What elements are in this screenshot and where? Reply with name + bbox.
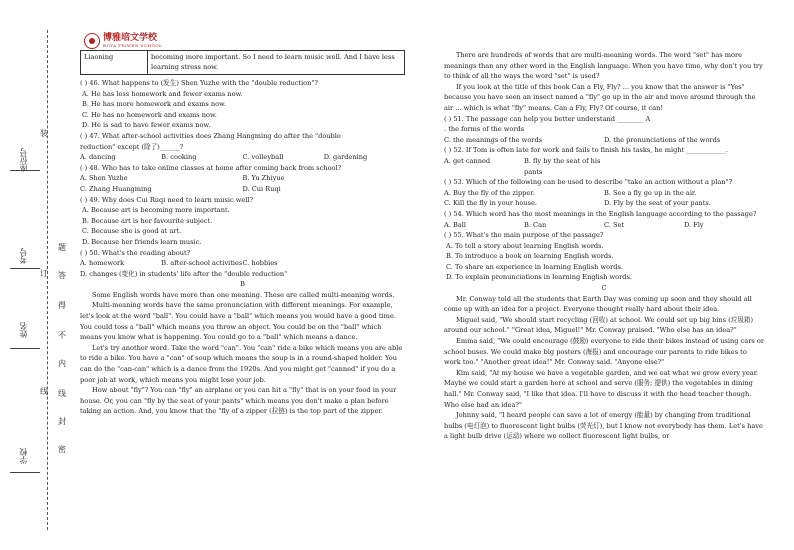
option-text: A. homework <box>80 259 125 268</box>
passage-paragraph: Emma said, "We could encourage (鼓励) everyone to ride their bikes instead of using cars or school buses. We could make big posters (海报) and encourage our parents to ride bikes to work too." "Another great idea!" Mr. Conway said. "Anyone else?" <box>444 337 764 367</box>
option-text: A. Shen Yuzhe <box>80 174 128 183</box>
marker-ding: 订 <box>40 269 48 278</box>
option-text: C. Zhang Huangming <box>80 184 152 193</box>
answer-option: D. He is sad to have fewer exams now. <box>82 121 211 130</box>
option-text: D. gardening <box>323 153 368 162</box>
right-questions <box>444 50 764 442</box>
option-row <box>444 220 764 231</box>
question-line: D. changes (变化) in students' life after the "double reduction" <box>80 269 288 278</box>
option-text: B. fly by the seat of his pants <box>524 156 601 176</box>
answer-option: D. To explain pronunciations in learning English words. <box>446 273 632 282</box>
passage-paragraph: Mr. Conway told all the students that Earth Day was coming up soon and they should all come up with an idea for a project. Everyone thought really hard about their idea. <box>444 294 752 314</box>
question-line: ( ) 50. What's the reading about? <box>80 248 191 257</box>
answer-option: A. To tell a story about learning English words. <box>446 241 604 250</box>
school-name: 博雅培文学校 <box>103 33 158 43</box>
option-row <box>80 184 405 195</box>
answer-option: A. He has less homework and fewer exams now. <box>82 89 243 98</box>
label-school: 学校 <box>19 448 28 464</box>
option-text: C. Set <box>604 220 625 229</box>
option-text: A. Ball <box>444 220 466 229</box>
cut-char: 封 <box>58 417 66 426</box>
marker-zhuang: 装 <box>40 129 48 138</box>
option-text: B. cooking <box>161 153 197 162</box>
school-blank-line <box>10 472 40 473</box>
option-row <box>444 188 764 199</box>
option-text: B. after-school activities <box>161 259 243 268</box>
cut-char: 密 <box>58 445 66 454</box>
school-subtitle: BOYA PEIWEN SCHOOL <box>103 43 163 48</box>
option-row <box>80 152 405 163</box>
passage-paragraph: Some English words have more than one meaning. These are called multi-meaning words. <box>92 290 395 299</box>
question-line: ( ) 53. Which of the following can be used to describe "take an action without a plan"? <box>444 178 733 187</box>
question-line: ( ) 52. If Tom is often late for work and fails to finish his tasks, he might ____________. <box>444 146 728 155</box>
question-line: ( ) 48. Who has to take online classes at home after coming back from school? <box>80 163 342 172</box>
binding-margin <box>0 0 78 550</box>
question-line: ( ) 49. Why does Cui Ruqi need to learn music well? <box>80 195 254 204</box>
passage-paragraph: There are hundreds of words that are multi-meaning words. The word "set" has more meanings than any other word in the English language. When you have time, why don't you try to think of all the ways the word "set" is used? <box>444 51 763 81</box>
right-column <box>444 50 764 442</box>
passage-paragraph: Let's try another word. Take the word "can". You "can" ride a bike which means you are able to ride a bike. You have a "can" of soup which means the soup is in a round-shaped holder. You can do the "can-can" which is a dance from the 1920s. And you might get "canned" if you do a poor job at work, which means you might lose your job. <box>80 343 403 384</box>
option-text <box>324 258 405 269</box>
label-name: 姓名 <box>19 322 28 338</box>
question-line: ( ) 46. What happens to (发生) Shen Yuzhe with the "double reduction"? <box>80 79 318 87</box>
question-line: C <box>601 284 607 293</box>
question-line: reduction" except (除了)______? <box>80 142 184 151</box>
answer-option: C. Because she is good at art. <box>82 227 182 236</box>
answer-option: B. Because art is her favourite subject. <box>82 216 213 225</box>
cut-char: 答 <box>58 271 66 280</box>
option-text: C. Kill the fly in your house. <box>444 199 537 208</box>
option-text: D. the pronunciations of the words <box>604 135 721 144</box>
info-table <box>80 50 405 75</box>
name-blank-line <box>10 348 40 349</box>
passage-paragraph: If you look at the title of this book Can a Fly, Fly? ... you know that the answer is "Yes" because you have seen an insect named a "fly" go up in the air and move around through the air ... which is what "fly" means. Can a Fly, Fly? Of course, it can! <box>444 82 756 112</box>
left-questions <box>80 78 405 417</box>
answer-option: B. To introduce a book on learning English words. <box>446 252 614 261</box>
table-cell-text: becoming more important. So I need to learn music well. And I have less learning stress now. <box>148 51 405 75</box>
marker-xian: 线 <box>40 387 48 396</box>
option-row <box>80 258 405 269</box>
option-text: D. Fly by the seat of your pants. <box>604 199 711 208</box>
option-text: A. get canned <box>444 156 491 165</box>
cut-char: 不 <box>58 331 66 340</box>
question-line: ( ) 55. What's the main purpose of the passage? <box>444 231 604 240</box>
question-line: ( ) 47. What after-school activities does Zhang Hangming do after the "double <box>80 131 341 140</box>
answer-option: D. Because her friends learn music. <box>82 237 202 246</box>
answer-option: A. Because art is becoming more important. <box>82 206 230 215</box>
option-text <box>604 156 684 177</box>
passage-paragraph: Johnny said, "I heard people can save a lot of energy (能量) by changing from traditional bulbs (电灯泡) to fluorescent light bulbs (荧光灯), but I know not everybody has them. Let's have a light bulb drive (运动) where we collect fluorescent light bulbs, or <box>444 411 763 441</box>
passage-paragraph: How about "fly"? You can "fly" an airplane or you can hit a "fly" that is on your food in your house. Or, you can "fly by the seat of your pants" which means you don't make a plan before taking an action. And, you know that the "fly of a zipper (拉链) is the top part of the zipper. <box>80 386 397 416</box>
option-text: C. hobbies <box>242 259 278 268</box>
passage-paragraph: Kim said, "At my house we have a vegetable garden, and we eat what we grow every year. Maybe we could start a garden here at school and serve (服务; 提供) the vegetables in dining hall." Mr. Conway said, "I like that idea. I'll have to discuss it with the head teacher though. Who else had an idea?" <box>444 368 759 409</box>
left-column <box>80 50 405 417</box>
option-text <box>684 156 764 177</box>
option-text: B. See a fly go up in the air. <box>604 188 697 197</box>
answer-option: C. He has no homework and exams now. <box>82 110 217 119</box>
option-text: D. Fly <box>684 220 704 229</box>
cut-char: 得 <box>58 301 66 310</box>
answer-option: B. He has more homework and exams now. <box>82 100 226 109</box>
label-seat-no: 座位号 <box>19 148 28 172</box>
question-line: ( ) 51. The passage can help you better understand ________ A <box>444 114 651 123</box>
option-text: C. the meanings of the words <box>444 135 543 144</box>
table-cell-name: Liaoning <box>81 51 148 75</box>
answer-option: C. To share an experience in learning English words. <box>446 262 623 271</box>
school-seal-icon <box>84 33 100 49</box>
passage-paragraph: Multi-meaning words have the same pronunciation with different meanings. For example, let's look at the word "ball". You could have a "ball" which means you would have a good time. You could toss a "ball" which means you throw an object. You could be on the "ball" which means you know what is happening. You could go to a "ball" which means a dance. <box>80 301 396 342</box>
school-logo <box>84 33 162 49</box>
exam-no-blank-line <box>10 268 40 269</box>
option-text: B. Yu Zhiyue <box>242 174 285 183</box>
cut-char: 线 <box>58 389 66 398</box>
cut-char: 内 <box>58 359 66 368</box>
option-text: C. volleyball <box>242 153 284 162</box>
option-row <box>444 135 764 146</box>
option-text: A. dancing <box>80 153 116 162</box>
seat-no-blank-line <box>10 170 40 171</box>
option-row <box>80 173 405 184</box>
option-row <box>444 198 764 209</box>
question-line: B <box>240 280 245 289</box>
label-exam-no: 考号 <box>19 248 28 264</box>
option-text: D. Cui Ruqi <box>242 184 281 193</box>
cut-char: 题 <box>58 243 66 252</box>
option-text: A. Buy the fly of the zipper. <box>444 188 535 197</box>
question-line: ( ) 54. Which word has the most meanings in the English language according to the passage? <box>444 209 757 218</box>
question-line: . the forms of the words <box>444 125 525 134</box>
option-text: B. Can <box>524 220 547 229</box>
table-row <box>81 51 405 75</box>
option-row <box>444 156 764 177</box>
passage-paragraph: Miguel said, "We should start recycling (回收) at school. We could set up big bins (垃圾箱) around our school." "Great idea, Miguel!" Mr. Conway praised. "Who else has an idea?" <box>444 315 754 335</box>
seal-line <box>47 30 48 530</box>
